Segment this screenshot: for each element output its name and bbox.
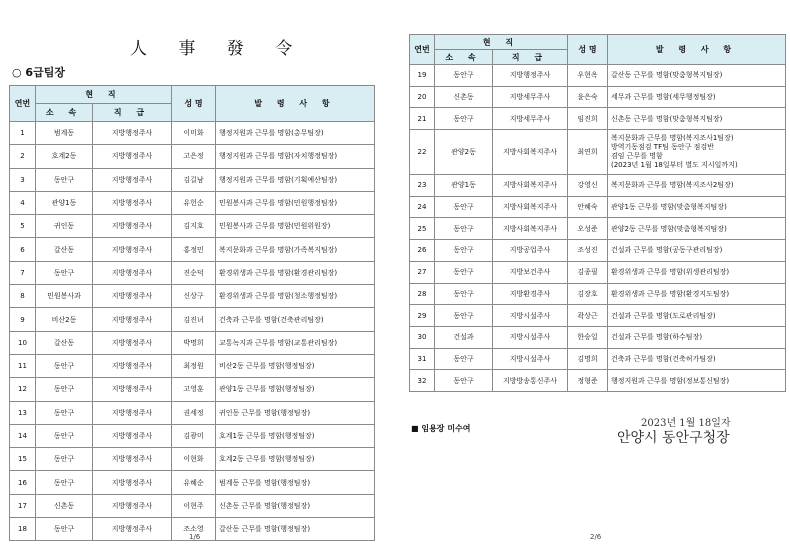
row-order: 민원봉사과 근무를 명함(민원위원장) xyxy=(216,215,375,238)
table-row xyxy=(10,424,375,447)
table-row xyxy=(10,261,375,284)
row-department: 관양1동 xyxy=(36,191,93,214)
document-title: 人 事 發 令 xyxy=(130,39,306,59)
row-name: 조소영 xyxy=(172,518,216,541)
row-name: 정형준 xyxy=(568,370,608,392)
page-number: 2/6 xyxy=(590,533,602,541)
table-row xyxy=(410,305,786,327)
row-department: 동안구 xyxy=(36,354,93,377)
row-number: 8 xyxy=(10,285,36,308)
page-number: 1/6 xyxy=(189,533,201,541)
row-order: 민원봉사과 근무를 명함(민원행정팀장) xyxy=(216,191,375,214)
row-name: 윤은숙 xyxy=(568,86,608,108)
row-order: 갈산동 근무를 명함(행정팀장) xyxy=(216,518,375,541)
row-rank: 지방행정주사 xyxy=(93,145,172,168)
row-rank: 지방행정주사 xyxy=(93,168,172,191)
row-name: 고영훈 xyxy=(172,378,216,401)
row-order: 행정지원과 근무를 명함(정보통신팀장) xyxy=(608,370,786,392)
row-order: 건축과 근무를 명함(건축관리팀장) xyxy=(216,308,375,331)
row-number: 6 xyxy=(10,238,36,261)
table-row xyxy=(10,401,375,424)
row-order: 호계1동 근무를 명함(행정팀장) xyxy=(216,424,375,447)
row-name: 김종필 xyxy=(568,261,608,283)
table-row xyxy=(410,86,786,108)
table-row xyxy=(10,122,375,145)
row-department: 동안구 xyxy=(435,108,493,130)
header-no: 연번 xyxy=(10,86,36,122)
row-rank: 지방행정주사 xyxy=(93,354,172,377)
row-name: 임진희 xyxy=(568,108,608,130)
row-name: 오성준 xyxy=(568,218,608,240)
table-row xyxy=(10,494,375,517)
table-row xyxy=(410,218,786,240)
row-department: 호계2동 xyxy=(36,145,93,168)
row-order: 복지문화과 근무를 명함(복지조사2팀장) xyxy=(608,175,786,197)
row-name: 홍정민 xyxy=(172,238,216,261)
header-dept: 소 속 xyxy=(435,50,493,65)
row-rank: 지방행정주사 xyxy=(93,238,172,261)
row-order: 환경위생과 근무를 명함(위생관리팀장) xyxy=(608,261,786,283)
table-row xyxy=(410,240,786,262)
header-dept: 소 속 xyxy=(36,104,93,122)
personnel-order-table-right xyxy=(409,34,786,392)
row-number: 27 xyxy=(410,261,435,283)
row-order: 건설과 근무를 명함(도로관리팀장) xyxy=(608,305,786,327)
row-name: 김명희 xyxy=(568,348,608,370)
row-number: 28 xyxy=(410,283,435,305)
table-row xyxy=(10,215,375,238)
header-order: 발 령 사 항 xyxy=(608,35,786,65)
row-order: 관양1동 근무를 명함(맞춤형복지팀장) xyxy=(608,196,786,218)
row-rank: 지방행정주사 xyxy=(93,401,172,424)
row-department: 건설과 xyxy=(435,326,493,348)
issue-date: 2023년 1월 18일자 xyxy=(641,418,731,429)
row-department: 동안구 xyxy=(435,348,493,370)
row-department: 갈산동 xyxy=(36,238,93,261)
row-department: 동안구 xyxy=(36,168,93,191)
row-department: 동안구 xyxy=(36,518,93,541)
row-rank: 지방행정주사 xyxy=(93,494,172,517)
header-rank: 직 급 xyxy=(493,50,568,65)
row-order: 관양2동 근무를 명함(맞춤형복지팀장) xyxy=(608,218,786,240)
row-number: 18 xyxy=(10,518,36,541)
row-number: 19 xyxy=(410,65,435,87)
row-department: 동안구 xyxy=(435,218,493,240)
row-number: 3 xyxy=(10,168,36,191)
table-row xyxy=(410,261,786,283)
row-name: 권세정 xyxy=(172,401,216,424)
row-rank: 지방사회복지주사 xyxy=(493,196,568,218)
row-name: 최정원 xyxy=(172,354,216,377)
row-name: 이미화 xyxy=(172,122,216,145)
row-name: 김진녀 xyxy=(172,308,216,331)
table-row xyxy=(410,348,786,370)
table-row xyxy=(410,175,786,197)
row-number: 24 xyxy=(410,196,435,218)
row-order: 행정지원과 근무를 명함(자치행정팀장) xyxy=(216,145,375,168)
table-row xyxy=(10,191,375,214)
table-row xyxy=(10,168,375,191)
row-order: 세무과 근무를 명함(세무행정팀장) xyxy=(608,86,786,108)
table-row xyxy=(410,326,786,348)
header-name: 성 명 xyxy=(568,35,608,65)
row-name: 조성진 xyxy=(568,240,608,262)
row-order-line: 복지문화과 근무를 명함(복지조사1팀장) xyxy=(611,134,734,143)
row-order: 행정지원과 근무를 명함(기획예산팀장) xyxy=(216,168,375,191)
row-rank: 지방행정주사 xyxy=(93,285,172,308)
row-department: 갈산동 xyxy=(36,331,93,354)
row-department: 동안구 xyxy=(435,261,493,283)
row-name: 신상구 xyxy=(172,285,216,308)
header-order: 발 령 사 항 xyxy=(216,86,375,122)
row-name: 고은정 xyxy=(172,145,216,168)
row-order: 환경위생과 근무를 명함(환경지도팀장) xyxy=(608,283,786,305)
row-rank: 지방행정주사 xyxy=(93,378,172,401)
row-rank: 지방시설주사 xyxy=(493,305,568,327)
row-rank: 지방시설주사 xyxy=(493,348,568,370)
row-number: 25 xyxy=(410,218,435,240)
row-name: 유혜순 xyxy=(172,471,216,494)
row-number: 10 xyxy=(10,331,36,354)
row-number: 9 xyxy=(10,308,36,331)
row-rank: 지방세무주사 xyxy=(493,86,568,108)
row-name: 진순덕 xyxy=(172,261,216,284)
row-department: 동안구 xyxy=(435,65,493,87)
row-department: 동안구 xyxy=(435,305,493,327)
row-number: 32 xyxy=(410,370,435,392)
row-number: 14 xyxy=(10,424,36,447)
row-number: 17 xyxy=(10,494,36,517)
row-name: 김지호 xyxy=(172,215,216,238)
row-name: 김장호 xyxy=(568,283,608,305)
row-order: 행정지원과 근무를 명함(총무팀장) xyxy=(216,122,375,145)
row-department: 민원봉사과 xyxy=(36,285,93,308)
row-number: 23 xyxy=(410,175,435,197)
issuer-signature: 안양시 동안구청장 xyxy=(617,430,730,446)
section-heading: ○ 6급팀장 xyxy=(12,66,65,79)
row-name: 곽상근 xyxy=(568,305,608,327)
row-name: 이현주 xyxy=(172,494,216,517)
row-number: 22 xyxy=(410,130,435,175)
row-number: 31 xyxy=(410,348,435,370)
row-order: 관양1동 근무를 명함(행정팀장) xyxy=(216,378,375,401)
table-row xyxy=(10,308,375,331)
row-department: 동안구 xyxy=(36,261,93,284)
row-rank: 지방행정주사 xyxy=(93,261,172,284)
header-current: 현 직 xyxy=(36,86,172,104)
row-rank: 지방환경주사 xyxy=(493,283,568,305)
table-body-left xyxy=(10,122,375,541)
row-number: 12 xyxy=(10,378,36,401)
table-row xyxy=(10,378,375,401)
row-number: 5 xyxy=(10,215,36,238)
row-rank: 지방행정주사 xyxy=(93,331,172,354)
row-department: 관양2동 xyxy=(435,130,493,175)
row-order: 복지문화과 근무를 명함(가족복지팀장) xyxy=(216,238,375,261)
row-rank: 지방행정주사 xyxy=(93,122,172,145)
row-department: 동안구 xyxy=(36,424,93,447)
row-order: 신촌동 근무를 명함(맞춤형복지팀장) xyxy=(608,108,786,130)
row-rank: 지방행정주사 xyxy=(93,471,172,494)
row-order: 갈산동 근무를 명함(맞춤형복지팀장) xyxy=(608,65,786,87)
table-row xyxy=(410,130,786,175)
table-row xyxy=(410,370,786,392)
row-order: 호계2동 근무를 명함(행정팀장) xyxy=(216,448,375,471)
row-order-line: 겸임 근무를 명함 xyxy=(611,152,663,161)
row-department: 동안구 xyxy=(36,471,93,494)
row-order: 건설과 근무를 명함(하수팀장) xyxy=(608,326,786,348)
document-page-2 xyxy=(395,0,790,557)
row-department: 귀인동 xyxy=(36,215,93,238)
row-rank: 지방행정주사 xyxy=(93,215,172,238)
row-order-line: (2023년 1월 18일부터 별도 지시일까지) xyxy=(611,161,738,170)
row-number: 13 xyxy=(10,401,36,424)
row-number: 1 xyxy=(10,122,36,145)
row-rank: 지방사회복지주사 xyxy=(493,175,568,197)
row-order: 건축과 근무를 명함(건축허가팀장) xyxy=(608,348,786,370)
row-rank: 지방사회복지주사 xyxy=(493,130,568,175)
row-rank: 지방사회복지주사 xyxy=(493,218,568,240)
row-department: 관양1동 xyxy=(435,175,493,197)
table-row xyxy=(410,65,786,87)
row-rank: 지방행정주사 xyxy=(93,518,172,541)
row-department: 동안구 xyxy=(36,448,93,471)
table-row xyxy=(10,285,375,308)
row-number: 21 xyxy=(410,108,435,130)
row-department: 동안구 xyxy=(36,378,93,401)
table-row xyxy=(10,471,375,494)
table-row xyxy=(410,196,786,218)
header-no: 연번 xyxy=(410,35,435,65)
row-number: 16 xyxy=(10,471,36,494)
row-name: 김길남 xyxy=(172,168,216,191)
row-number: 26 xyxy=(410,240,435,262)
row-number: 20 xyxy=(410,86,435,108)
row-number: 4 xyxy=(10,191,36,214)
row-department: 동안구 xyxy=(36,401,93,424)
row-rank: 지방보건주사 xyxy=(493,261,568,283)
row-rank: 지방세무주사 xyxy=(493,108,568,130)
row-name: 한승일 xyxy=(568,326,608,348)
row-name: 안혜숙 xyxy=(568,196,608,218)
personnel-order-table-left xyxy=(9,85,375,541)
row-order-line: 방역기동점검 TF팀 동안구 점검반 xyxy=(611,143,714,152)
row-department: 범계동 xyxy=(36,122,93,145)
row-rank: 지방방송통신주사 xyxy=(493,370,568,392)
row-rank: 지방행정주사 xyxy=(493,65,568,87)
row-name: 강영신 xyxy=(568,175,608,197)
table-row xyxy=(10,238,375,261)
row-rank: 지방행정주사 xyxy=(93,448,172,471)
row-name: 최연희 xyxy=(568,130,608,175)
row-order: 교통녹지과 근무를 명함(교통관리팀장) xyxy=(216,331,375,354)
row-rank: 지방시설주사 xyxy=(493,326,568,348)
row-order: 건설과 근무를 명함(공동구관리팀장) xyxy=(608,240,786,262)
table-body-right xyxy=(410,65,786,392)
header-rank: 직 급 xyxy=(93,104,172,122)
row-rank: 지방공업주사 xyxy=(493,240,568,262)
row-number: 2 xyxy=(10,145,36,168)
footnote: ■ 임용장 미수여 xyxy=(411,424,471,433)
row-number: 15 xyxy=(10,448,36,471)
row-department: 동안구 xyxy=(435,370,493,392)
table-row xyxy=(10,448,375,471)
row-name: 김광미 xyxy=(172,424,216,447)
row-rank: 지방행정주사 xyxy=(93,191,172,214)
row-order xyxy=(608,130,786,175)
row-order: 신촌동 근무를 명함(행정팀장) xyxy=(216,494,375,517)
row-number: 30 xyxy=(410,326,435,348)
row-department: 신촌동 xyxy=(435,86,493,108)
table-row xyxy=(10,331,375,354)
row-order: 환경위생과 근무를 명함(청소행정팀장) xyxy=(216,285,375,308)
row-rank: 지방행정주사 xyxy=(93,424,172,447)
row-department: 동안구 xyxy=(435,283,493,305)
table-row xyxy=(410,283,786,305)
table-row xyxy=(410,108,786,130)
row-name: 이현화 xyxy=(172,448,216,471)
row-department: 신촌동 xyxy=(36,494,93,517)
row-name: 박명희 xyxy=(172,331,216,354)
row-number: 11 xyxy=(10,354,36,377)
row-order: 비산2동 근무를 명함(행정팀장) xyxy=(216,354,375,377)
row-number: 7 xyxy=(10,261,36,284)
row-name: 우현옥 xyxy=(568,65,608,87)
table-row xyxy=(10,145,375,168)
row-rank: 지방행정주사 xyxy=(93,308,172,331)
row-order: 범계동 근무를 명함(행정팀장) xyxy=(216,471,375,494)
header-name: 성 명 xyxy=(172,86,216,122)
row-number: 29 xyxy=(410,305,435,327)
header-current: 현 직 xyxy=(435,35,568,50)
row-department: 동안구 xyxy=(435,240,493,262)
row-order: 환경위생과 근무를 명함(환경관리팀장) xyxy=(216,261,375,284)
row-order: 귀인동 근무를 명함(행정팀장) xyxy=(216,401,375,424)
row-name: 유헌순 xyxy=(172,191,216,214)
row-department: 비산2동 xyxy=(36,308,93,331)
table-row xyxy=(10,354,375,377)
row-department: 동안구 xyxy=(435,196,493,218)
